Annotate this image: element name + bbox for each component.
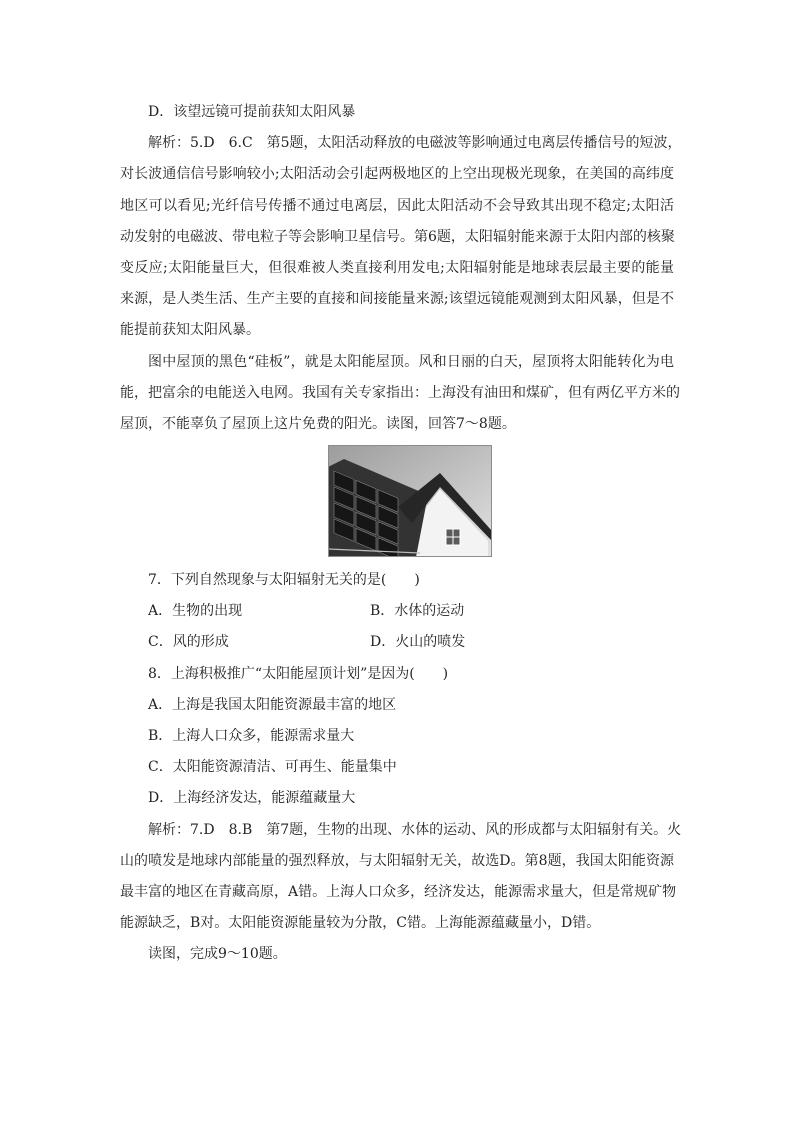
analysis-line: 变反应;太阳能量巨大，但很难被人类直接利用发电;太阳辐射能是地球表层最主要的能量 — [120, 259, 674, 276]
analysis-7-8 — [120, 815, 682, 940]
analysis-5-6 — [120, 128, 682, 346]
option-row — [120, 627, 674, 658]
option-a: A．上海是我国太阳能资源最丰富的地区 — [148, 696, 397, 713]
analysis-line: 来源，是人类生活、生产主要的直接和间接能量来源;该望远镜能观测到太阳风暴，但是不 — [120, 291, 674, 308]
analysis-line: 最丰富的地区在青藏高原，A错。上海人口众多，经济发达，能源需求量大，但是常规矿物 — [120, 883, 677, 900]
analysis-line: 解析：7.D 8.B 第7题，生物的出现、水体的运动、风的形成都与太阳辐射有关。火 — [148, 821, 682, 838]
analysis-line: 地区可以看见;光纤信号传播不通过电离层，因此太阳活动不会导致其出现不稳定;太阳活 — [120, 197, 674, 214]
analysis-line: 能提前获知太阳风暴。 — [120, 322, 260, 339]
question-stem: 8．上海积极推广“太阳能屋顶计划”是因为( ) — [148, 665, 449, 682]
intro-9-10: 读图，完成9～10题。 — [148, 946, 287, 963]
analysis-line: 能源缺乏，B对。太阳能资源能量较为分散，C错。上海能源蕴藏量小，D错。 — [120, 915, 601, 932]
option-a: A．生物的出现 — [148, 603, 243, 620]
q6-option-d: D．该望远镜可提前获知太阳风暴 — [148, 104, 356, 120]
option-b: B．水体的运动 — [370, 603, 465, 620]
question-8 — [120, 659, 674, 815]
analysis-line: 解析：5.D 6.C 第5题，太阳活动释放的电磁波等影响通过电离层传播信号的短波， — [148, 135, 682, 152]
analysis-line: 山的喷发是地球内部能量的强烈释放，与太阳辐射无关，故选D。第8题，我国太阳能资源 — [120, 852, 674, 869]
intro-line: 图中屋顶的黑色“硅板”，就是太阳能屋顶。风和日丽的白天，屋顶将太阳能转化为电 — [148, 353, 674, 370]
question-7 — [120, 565, 674, 659]
intro-line: 能，把富余的电能送入电网。我国有关专家指出：上海没有油田和煤矿，但有两亿平方米的 — [120, 384, 680, 401]
intro-7-8 — [120, 347, 680, 441]
option-b: B．上海人口众多，能源需求量大 — [148, 728, 355, 744]
analysis-line: 对长波通信信号影响较小;太阳活动会引起两极地区的上空出现极光现象，在美国的高纬度 — [120, 166, 674, 183]
document-page — [120, 97, 682, 971]
analysis-line: 动发射的电磁波、带电粒子等会影响卫星信号。第6题，太阳辐射能来源于太阳内部的核聚 — [120, 228, 675, 245]
question-stem: 7．下列自然现象与太阳辐射无关的是( ) — [148, 572, 420, 589]
option-row — [120, 596, 674, 627]
solar-roof-photo — [328, 445, 492, 557]
intro-line: 屋顶，不能辜负了屋顶上这片免费的阳光。读图，回答7～8题。 — [120, 415, 516, 432]
option-d: D．上海经济发达，能源蕴藏量大 — [148, 790, 356, 807]
option-d: D．火山的喷发 — [370, 634, 466, 651]
option-c: C．风的形成 — [148, 634, 229, 651]
option-c: C．太阳能资源清洁、可再生、能量集中 — [148, 759, 397, 776]
